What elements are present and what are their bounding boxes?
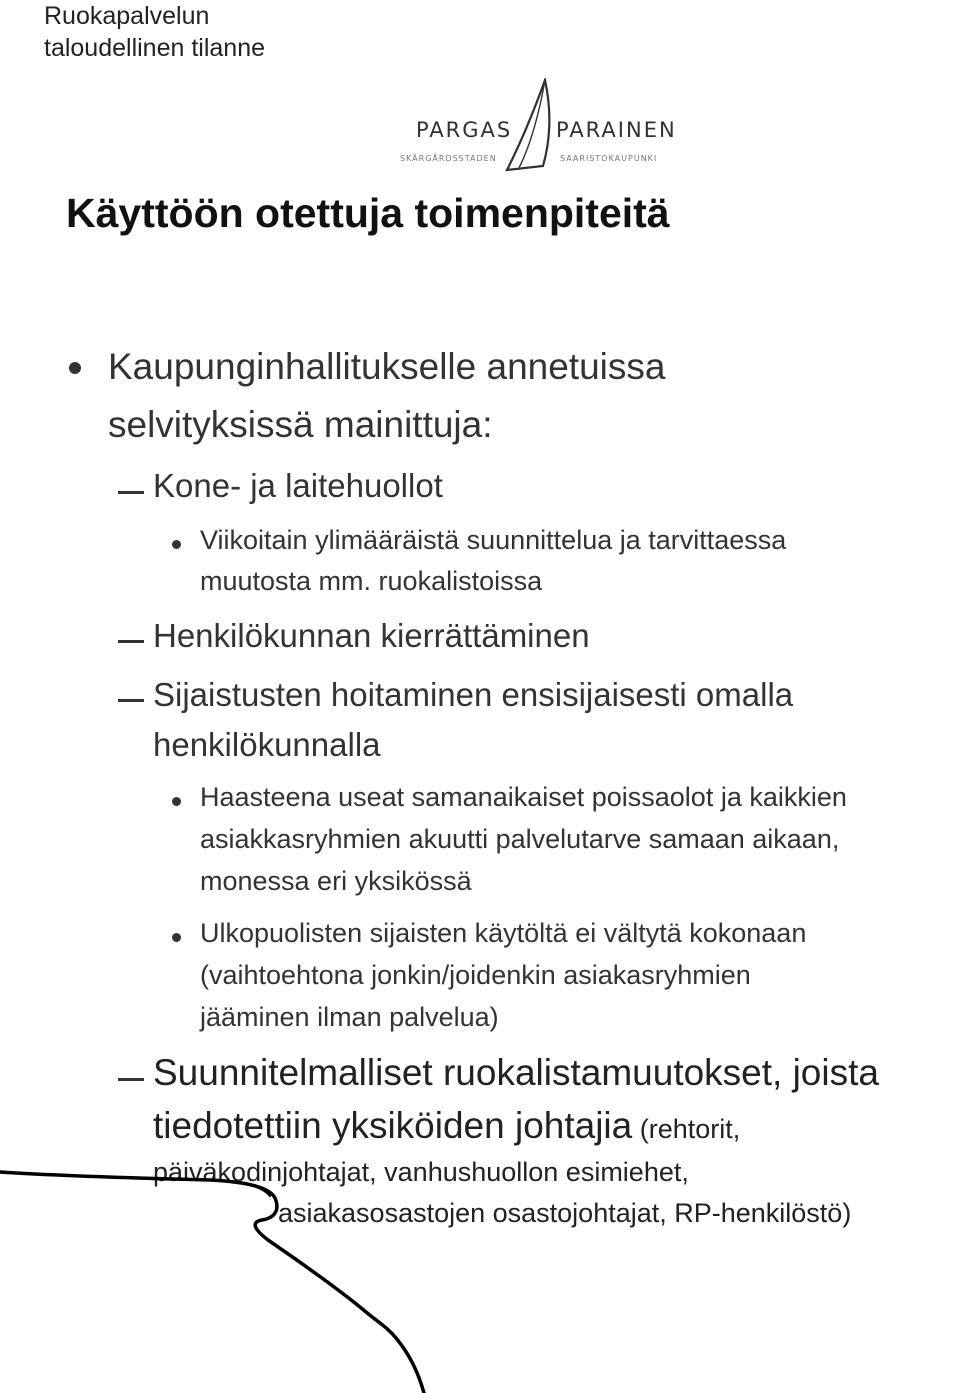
sub-bullet-2-line-1: Haasteena useat samanaikaiset poissaolot ja kaikkien: [200, 782, 847, 812]
dash-4-line-2-main: tiedotettiin yksiköiden johtajia: [153, 1105, 633, 1146]
sub-bullet-dot: [172, 797, 181, 806]
sub-bullet-1-line-1: Viikoitain ylimääräistä suunnittelua ja tarvittaessa: [200, 525, 787, 555]
dash-marker: [118, 699, 144, 702]
sub-bullet-2-line-3: monessa eri yksikössä: [200, 866, 472, 896]
dash-4-line-1: Suunnitelmalliset ruokalistamuutokset, joista: [153, 1052, 879, 1093]
dash-4-line-4: asiakasosastojen osastojohtajat, RP-henkilöstö): [278, 1198, 852, 1228]
dash-3-line-1: Sijaistusten hoitaminen ensisijaisesti omalla: [153, 676, 794, 713]
dash-1-text: Kone- ja laitehuollot: [153, 467, 443, 504]
sub-bullet-3-line-1: Ulkopuolisten sijaisten käytöltä ei vältytä kokonaan: [200, 918, 807, 948]
dash-4-line-2: [153, 1105, 740, 1147]
logo-left-sub: SKÄRGÅRDSSTADEN: [400, 154, 497, 163]
bullet-1-line-1: Kaupunginhallitukselle annetuissa: [108, 346, 666, 387]
sub-bullet-3-line-2: (vaihtoehtona jonkin/joidenkin asiakasryhmien: [200, 960, 751, 990]
bullet-dot: [69, 362, 81, 374]
sub-bullet-1-line-2: muutosta mm. ruokalistoissa: [200, 566, 543, 596]
logo-left-word: PARGAS: [416, 118, 513, 142]
dash-2-text: Henkilökunnan kierrättäminen: [153, 617, 590, 654]
scribble-decoration: [0, 1150, 960, 1393]
sub-bullet-2-line-2: asiakkasryhmien akuutti palvelutarve samaan aikaan,: [200, 824, 840, 854]
dash-marker: [118, 640, 144, 643]
logo-right-sub: SAARISTOKAUPUNKI: [560, 154, 658, 163]
sub-bullet-dot: [172, 540, 181, 549]
sail-icon: [505, 78, 561, 176]
dash-marker: [118, 1078, 144, 1081]
dash-marker: [118, 491, 144, 494]
header-line-1: Ruokapalvelun: [44, 2, 210, 30]
dash-4-line-2-small: (rehtorit,: [632, 1114, 741, 1144]
sub-bullet-dot: [172, 933, 181, 942]
sub-bullet-3-line-3: jääminen ilman palvelua): [200, 1002, 499, 1032]
slide-title: Käyttöön otettuja toimenpiteitä: [66, 190, 670, 236]
pargas-parainen-logo: [400, 78, 677, 178]
bullet-1-line-2: selvityksissä mainittuja:: [108, 404, 493, 445]
dash-3-line-2: henkilökunnalla: [153, 726, 381, 763]
dash-4-line-3: päiväkodinjohtajat, vanhushuollon esimiehet,: [153, 1157, 689, 1187]
logo-right-word: PARAINEN: [556, 118, 677, 142]
header-line-2: taloudellinen tilanne: [44, 34, 266, 62]
